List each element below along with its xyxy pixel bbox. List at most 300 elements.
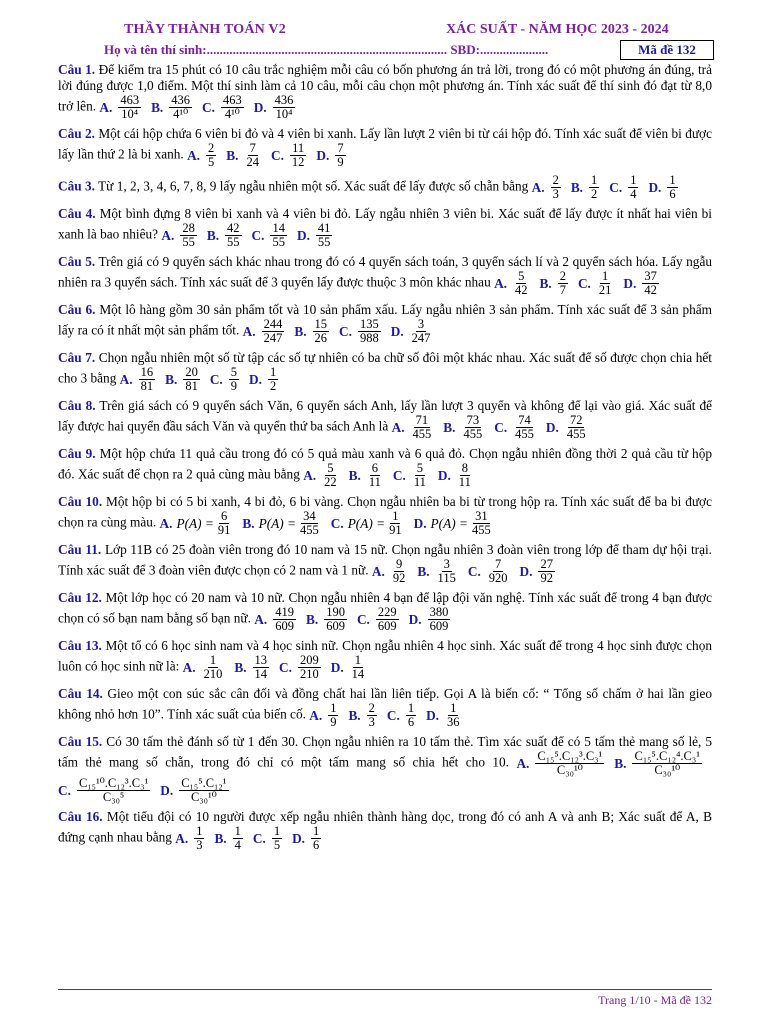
answer-option [443, 414, 486, 441]
fraction-numerator: 244 [263, 317, 283, 331]
fraction [632, 750, 702, 777]
fraction [139, 366, 156, 393]
fraction [272, 825, 282, 852]
question-text: Gieo một con súc sắc cân đối và đồng chất hai lần liên tiếp. Gọi A là biến cố: “ Tổng số chấm ở hai lần gieo không nhỏ hơn 10”. Tính xác suất của biến cố. [58, 686, 712, 722]
fraction [180, 222, 197, 249]
page-header [0, 0, 768, 62]
option-letter: D. [296, 227, 310, 243]
subject-title: XÁC SUẤT - NĂM HỌC 2023 - 2024 [446, 22, 669, 37]
answer-option [183, 654, 227, 681]
answer-option [331, 654, 368, 681]
fraction-numerator: 1 [330, 701, 337, 715]
option-letter: D. [292, 830, 306, 846]
option-letter: A. [531, 179, 545, 195]
answer-option [297, 222, 334, 249]
fraction-numerator: 74 [518, 413, 531, 427]
fraction-denominator: 3 [196, 838, 203, 852]
option-letter: D. [545, 419, 559, 435]
answer-option [468, 558, 512, 585]
option-letter: C. [330, 515, 344, 531]
option-letter: C. [467, 563, 481, 579]
question-text: Một lớp học có 20 nam và 10 nữ. Chọn ngẫu nhiên 4 bạn để lập đội văn nghệ. Tính xác suất để trong 4 bạn được chọn có số bạn nam bằng số bạn nữ. [58, 590, 712, 626]
answer-option [161, 222, 198, 249]
fraction-numerator: 15 [314, 317, 328, 331]
fraction [206, 142, 216, 169]
fraction [391, 558, 408, 585]
option-letter: C. [251, 227, 265, 243]
option-letter: C. [494, 419, 508, 435]
answer-option [372, 558, 409, 585]
fraction-numerator: 1 [392, 509, 399, 523]
fraction-numerator: 419 [275, 605, 294, 619]
fraction [77, 777, 150, 804]
answer-option [494, 414, 538, 441]
option-letter: A. [303, 467, 317, 483]
fraction-denominator: 9 [230, 379, 237, 393]
fraction-denominator: 2 [591, 187, 598, 201]
fraction-denominator: 455 [412, 427, 432, 441]
question-list [58, 62, 712, 857]
question-item [58, 126, 712, 169]
fraction-denominator: 14 [254, 667, 268, 681]
answer-option [160, 777, 230, 804]
fraction-numerator: 3 [443, 557, 450, 571]
question-item [58, 302, 712, 345]
fraction [290, 142, 307, 169]
question-number: Câu 8. [58, 398, 96, 413]
fraction-numerator: 8 [461, 461, 468, 475]
option-letter: B. [443, 419, 456, 435]
option-letter: B. [294, 323, 307, 339]
fraction-denominator: 4¹⁰ [173, 107, 189, 121]
option-letter: D. [413, 515, 427, 531]
question-text: Một hộp chứa 11 quả cầu trong đó có 5 quả màu xanh và 6 quả đỏ. Chọn ngẫu nhiên đồng thời 2 quả cầu từ hộp đó. Xác suất để chọn ra 2 quả cùng màu bằng [58, 446, 713, 482]
fraction-denominator: 455 [463, 427, 483, 441]
fraction [244, 142, 261, 169]
option-letter: C. [279, 659, 292, 675]
question-number: Câu 16. [58, 809, 103, 824]
question-number: Câu 3. [58, 178, 95, 194]
option-letter: A. [391, 419, 405, 435]
question-text: Một tiểu đội có 10 người được xếp ngẫu nhiên thành hàng dọc, trong đó có anh A và anh B; Xác suất để A, B đứng cạnh nhau bằng [58, 809, 712, 845]
question-number: Câu 9. [58, 446, 96, 461]
probability-prefix: P(A) = [258, 515, 296, 531]
option-letter: B. [234, 659, 247, 675]
fraction-numerator: 1 [196, 824, 203, 838]
fraction-denominator: C₃₀¹⁰ [654, 763, 681, 777]
answer-option [243, 318, 287, 345]
fraction-numerator: 2 [208, 141, 215, 155]
fraction-numerator: 463 [120, 93, 140, 107]
answer-option [242, 510, 322, 537]
answer-option [120, 366, 157, 393]
fraction-denominator: 92 [392, 571, 406, 585]
answer-option [578, 270, 615, 297]
answer-option [614, 750, 704, 777]
fraction-numerator: 6 [371, 461, 378, 475]
fraction-denominator: 11 [368, 475, 381, 489]
fraction [350, 654, 367, 681]
fraction-denominator: 10⁴ [121, 107, 139, 121]
fraction-numerator: 229 [377, 605, 397, 619]
option-letter: A. [242, 323, 256, 339]
answer-option [279, 654, 323, 681]
option-letter: B. [242, 515, 255, 531]
fraction-denominator: 42 [644, 283, 657, 297]
answer-option [165, 366, 202, 393]
answer-option [254, 94, 298, 121]
fraction [538, 558, 555, 585]
question-item [58, 686, 712, 729]
answer-option [426, 702, 463, 729]
fraction [642, 270, 659, 297]
question-item [58, 174, 712, 201]
fraction [558, 270, 568, 297]
fraction-numerator: 1 [313, 824, 320, 838]
answer-option [249, 366, 280, 393]
fraction [335, 142, 345, 169]
question-text: Có 30 tấm thẻ đánh số từ 1 đến 30. Chọn ngẫu nhiên ra 10 tấm thẻ. Tìm xác suất để có 5 tấm thẻ mang số lẻ, 5 tấm thẻ mang số chẵn, trong đó chỉ có một tấm mang số chia hết cho 10. [58, 734, 713, 770]
question-item [58, 62, 712, 121]
fraction-numerator: 190 [326, 605, 345, 619]
fraction [487, 558, 510, 585]
question-number: Câu 12. [58, 590, 102, 605]
fraction [367, 462, 383, 489]
option-letter: B. [165, 371, 178, 387]
answer-option [99, 94, 143, 121]
fraction-denominator: 55 [272, 235, 285, 249]
option-letter: C. [392, 467, 406, 483]
fraction-denominator: C₃₀⁵ [102, 790, 125, 804]
fraction-denominator: 7 [559, 283, 566, 297]
answer-option [516, 750, 606, 777]
fraction-numerator: C₁₅⁵.C₁₂⁴.C₃¹ [634, 749, 700, 763]
fraction-numerator: 3 [417, 317, 425, 331]
fraction-denominator: 4¹⁰ [224, 107, 240, 121]
fraction-numerator: 1 [273, 824, 281, 838]
question-text: Một lô hàng gồm 30 sản phẩm tốt và 10 sản phẩm xấu. Lấy ngẫu nhiên 3 sản phẩm. Tính xác suất để 3 sản phẩm lấy ra có ít nhất một sản phẩm tốt. [58, 302, 712, 338]
option-letter: C. [609, 179, 623, 195]
fraction-denominator: 609 [275, 619, 294, 633]
answer-option [648, 174, 679, 201]
fraction [183, 366, 200, 393]
fraction-numerator: 7 [249, 141, 256, 155]
fraction-denominator: 6 [407, 715, 415, 729]
option-letter: A. [161, 227, 175, 243]
fraction [428, 606, 451, 633]
option-letter: B. [348, 707, 361, 723]
option-letter: C. [209, 371, 223, 387]
fraction-denominator: 92 [540, 571, 553, 585]
fraction [253, 654, 270, 681]
option-letter: B. [539, 275, 552, 291]
answer-option [348, 702, 378, 729]
fraction [358, 318, 381, 345]
fraction-numerator: 41 [317, 221, 331, 235]
fraction-denominator: 81 [185, 379, 198, 393]
option-letter: B. [570, 179, 584, 195]
option-letter: D. [253, 99, 267, 115]
fraction-numerator: 6 [221, 509, 228, 523]
fraction-numerator: 1 [450, 701, 457, 715]
fraction [565, 414, 588, 441]
fraction-denominator: 920 [488, 571, 508, 585]
fraction [411, 414, 434, 441]
fraction-numerator: 436 [274, 93, 294, 107]
fraction-numerator: 135 [359, 317, 379, 331]
option-letter: C. [270, 147, 284, 163]
answer-option [391, 318, 435, 345]
question-number: Câu 5. [58, 254, 96, 269]
fraction [589, 174, 599, 201]
answer-option [210, 366, 241, 393]
fraction-denominator: 3 [368, 715, 375, 729]
option-letter: A. [371, 563, 385, 579]
question-number: Câu 2. [58, 126, 95, 141]
option-letter: C. [202, 99, 215, 115]
fraction [436, 558, 458, 585]
fraction [328, 702, 338, 729]
fraction [194, 825, 204, 852]
answer-option [438, 462, 475, 489]
fraction [225, 222, 242, 249]
fraction [298, 654, 321, 681]
fraction-numerator: 380 [429, 605, 449, 619]
question-item [58, 734, 712, 804]
fraction [551, 174, 561, 201]
question-text: Chọn ngẫu nhiên một số từ tập các số tự nhiên có ba chữ số đôi một khác nhau. Xác suất để số được chọn chia hết cho 3 bằng [58, 350, 712, 386]
answer-option [292, 825, 323, 852]
fraction-denominator: 26 [314, 331, 328, 345]
fraction-numerator: 5 [416, 461, 423, 475]
fraction-denominator: 6 [669, 187, 676, 201]
option-letter: D. [426, 707, 440, 723]
option-letter: D. [408, 611, 422, 627]
question-number: Câu 15. [58, 734, 103, 749]
page-footer: Trang 1/10 - Mã đề 132 [598, 993, 712, 1007]
exam-code-box: Mã đề 132 [620, 40, 714, 60]
fraction-denominator: 55 [317, 235, 331, 249]
fraction-numerator: 463 [222, 93, 242, 107]
answer-option [202, 94, 246, 121]
fraction-denominator: 6 [313, 838, 320, 852]
option-letter: B. [214, 830, 227, 846]
option-letter: A. [494, 275, 507, 291]
fraction-numerator: 71 [415, 413, 429, 427]
fraction-denominator: 609 [326, 619, 345, 633]
question-item [58, 494, 712, 537]
fraction-numerator: 1 [591, 173, 598, 187]
fraction-numerator: 436 [171, 93, 191, 107]
fraction-denominator: 5 [273, 838, 281, 852]
fraction [457, 462, 473, 489]
fraction-numerator: 2 [368, 701, 375, 715]
question-item [58, 398, 712, 441]
fraction [270, 222, 287, 249]
answer-option [187, 142, 218, 169]
fraction-denominator: 42 [515, 283, 528, 297]
fraction-numerator: 5 [518, 269, 525, 283]
fraction-numerator: 2 [552, 173, 559, 187]
fraction-denominator: 247 [263, 331, 283, 345]
fraction-denominator: 455 [566, 427, 586, 441]
question-text: Một cái hộp chứa 6 viên bi đỏ và 4 viên bi xanh. Lấy lần lượt 2 viên bi từ cái hộp đó. Tính xác suất để viên bi được lấy lần thứ 2 là bi xanh. [58, 126, 712, 162]
fraction-denominator: 609 [429, 619, 449, 633]
answer-option [532, 174, 563, 201]
answer-option [609, 174, 640, 201]
answer-option [571, 174, 601, 201]
question-number: Câu 11. [58, 542, 102, 557]
fraction [376, 606, 399, 633]
fraction [202, 654, 225, 681]
fraction-denominator: 14 [351, 667, 365, 681]
fraction-numerator: C₁₅¹⁰.C₁₂³.C₃¹ [78, 776, 149, 790]
answer-option [175, 825, 206, 852]
fraction-denominator: 115 [437, 571, 456, 585]
fraction-denominator: 55 [227, 235, 240, 249]
question-number: Câu 13. [58, 638, 102, 653]
answer-option [252, 222, 289, 249]
fraction-numerator: 34 [303, 509, 316, 523]
fraction [216, 510, 233, 537]
answer-option [357, 606, 401, 633]
option-letter: D. [519, 563, 533, 579]
option-letter: C. [577, 275, 591, 291]
fraction [628, 174, 638, 201]
fraction-denominator: 11 [413, 475, 426, 489]
question-text: Một bình đựng 8 viên bi xanh và 4 viên bi đỏ. Lấy ngẫu nhiên 3 viên bi. Xác suất để lấy được ít nhất hai viên bi xanh là bao nhiêu? [58, 206, 712, 242]
fraction-numerator: 72 [569, 413, 583, 427]
option-letter: D. [390, 323, 404, 339]
fraction-numerator: 1 [269, 365, 277, 379]
fraction-denominator: 4 [630, 187, 637, 201]
fraction [179, 777, 228, 804]
fraction [513, 414, 536, 441]
fraction-denominator: 55 [182, 235, 195, 249]
fraction-numerator: 9 [395, 557, 403, 571]
answer-option [254, 606, 298, 633]
fraction [221, 94, 244, 121]
fraction-numerator: 1 [354, 653, 362, 667]
fraction-numerator: 1 [407, 701, 415, 715]
option-letter: A. [99, 99, 113, 115]
answer-option [349, 462, 385, 489]
option-letter: A. [182, 659, 196, 675]
probability-prefix: P(A) = [347, 515, 386, 531]
fraction-numerator: 73 [466, 413, 480, 427]
fraction-numerator: 11 [292, 141, 305, 155]
fraction-denominator: 36 [447, 715, 460, 729]
fraction [410, 318, 433, 345]
fraction-numerator: 13 [254, 653, 268, 667]
fraction [273, 94, 296, 121]
fraction [535, 750, 604, 777]
fraction-denominator: 91 [389, 523, 402, 537]
fraction-numerator: 1 [630, 173, 637, 187]
footer-divider [58, 989, 712, 990]
fraction-numerator: C₁₅⁵.C₁₂³.C₃¹ [537, 749, 603, 763]
answer-option [160, 510, 235, 537]
question-text: Một hộp bi có 5 bi xanh, 4 bi đỏ, 6 bi vàng. Chọn ngẫu nhiên ba bi từ trong hộp ra. Tính xác suất để ba bi được chọn ra cùng màu. [58, 494, 712, 530]
fraction-numerator: 20 [185, 365, 198, 379]
fraction-numerator: 7 [495, 557, 502, 571]
fraction-numerator: 42 [227, 221, 240, 235]
answer-option [207, 222, 244, 249]
answer-option [623, 270, 660, 297]
fraction-denominator: 4 [234, 838, 241, 852]
option-letter: B. [614, 755, 627, 771]
option-letter: B. [305, 611, 319, 627]
fraction [316, 222, 333, 249]
question-number: Câu 7. [58, 350, 96, 365]
answer-option [520, 558, 557, 585]
fraction [118, 94, 141, 121]
fraction-denominator: 2 [269, 379, 277, 393]
fraction-numerator: 31 [475, 509, 488, 523]
answer-option [151, 94, 194, 121]
answer-option [409, 606, 453, 633]
fraction-numerator: 16 [140, 365, 154, 379]
answer-option [331, 510, 406, 537]
question-text: Lớp 11B có 25 đoàn viên trong đó 10 nam và 15 nữ. Chọn ngẫu nhiên 3 đoàn viên trong lớp để tham dự hội trại. Tính xác suất để 3 đoàn viên được chọn có 2 nam và 1 nữ. [58, 542, 713, 578]
fraction [229, 366, 239, 393]
option-letter: B. [348, 467, 361, 483]
fraction-numerator: 5 [230, 365, 237, 379]
question-item [58, 446, 712, 489]
fraction [313, 318, 330, 345]
fraction-numerator: 27 [540, 557, 553, 571]
option-letter: A. [119, 371, 133, 387]
option-letter: D. [648, 179, 662, 195]
fraction-denominator: 21 [598, 283, 612, 297]
fraction-numerator: 14 [272, 221, 285, 235]
option-letter: B. [151, 99, 164, 115]
fraction-denominator: 10⁴ [275, 107, 293, 121]
option-letter: A. [309, 707, 323, 723]
option-letter: A. [516, 755, 530, 771]
option-letter: B. [417, 563, 430, 579]
option-letter: D. [160, 782, 174, 798]
option-letter: A. [254, 611, 268, 627]
fraction-denominator: 609 [377, 619, 397, 633]
fraction-numerator: 209 [299, 653, 319, 667]
fraction [322, 462, 339, 489]
answer-option [393, 462, 430, 489]
fraction-denominator: 3 [552, 187, 559, 201]
option-letter: D. [249, 371, 262, 387]
option-letter: D. [330, 659, 344, 675]
fraction-denominator: 455 [300, 523, 319, 537]
option-letter: B. [226, 147, 239, 163]
option-letter: D. [437, 467, 451, 483]
question-text: Từ 1, 2, 3, 4, 6, 7, 8, 9 lấy ngẫu nhiên một số. Xác suất để lấy được số chẵn bằng [98, 178, 529, 194]
fraction-denominator: 11 [458, 475, 471, 489]
question-text: Trên giá có 9 quyển sách khác nhau trong đó có 4 quyển sách toán, 3 quyển sách lí và 2 quyển sách hóa. Lấy ngẫu nhiên ra 3 quyển sách. Tính xác suất để 3 quyển lấy được thuộc 3 môn khác nhau [58, 254, 712, 290]
question-item [58, 542, 712, 585]
answer-option [540, 270, 570, 297]
fraction-denominator: 988 [359, 331, 379, 345]
fraction-denominator: 455 [515, 427, 534, 441]
fraction-numerator: 1 [669, 173, 676, 187]
fraction-denominator: 455 [471, 523, 491, 537]
answer-option [392, 414, 436, 441]
fraction-denominator: 247 [411, 331, 431, 345]
question-number: Câu 4. [58, 206, 96, 221]
fraction-numerator: 1 [602, 269, 609, 283]
fraction-denominator: 24 [246, 155, 259, 169]
student-info-line: Họ và tên thí sinh:.......................................................................... SBD:..................... [104, 42, 549, 57]
answer-option [214, 825, 244, 852]
